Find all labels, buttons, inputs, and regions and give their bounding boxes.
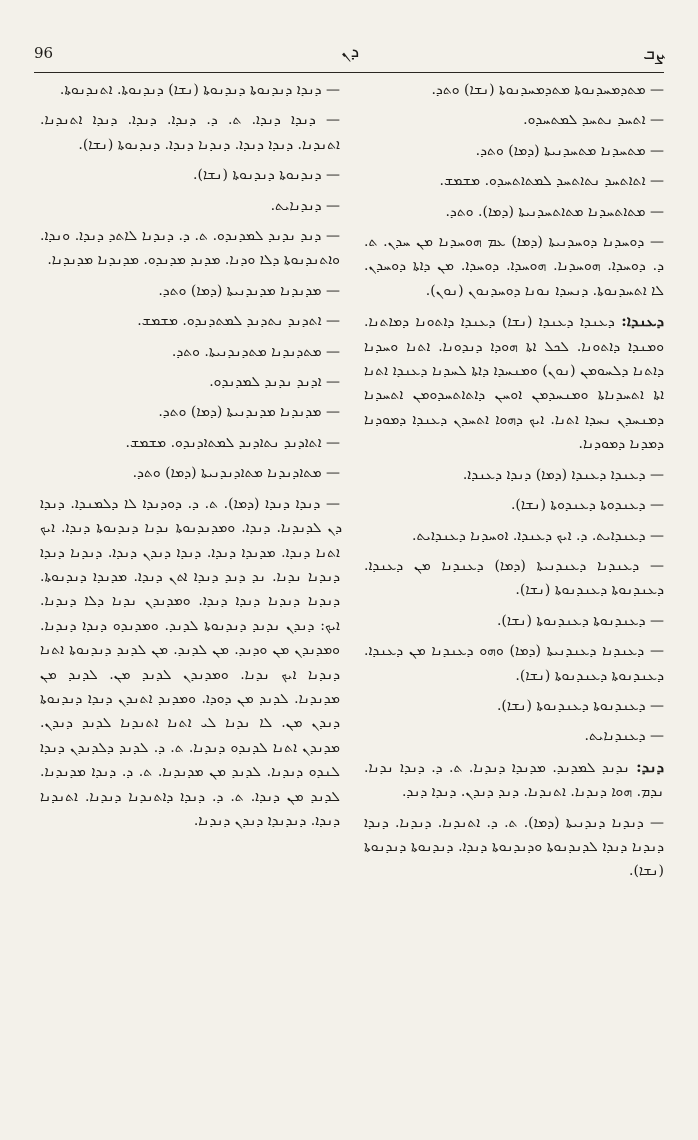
dictionary-entry [40,340,340,364]
page-header [34,40,664,70]
entry-text: — ܐܕܢܕ ܢܕܢܕ ܠܡܕܢܕܘ. [209,374,340,391]
entry-headword: ܕܥܢܕܐ: [621,312,664,331]
dictionary-entry [40,461,340,485]
entry-text: — ܕܥܢܕܐ ܕܥܢܕܐ (ܕܡܐ) ܕܢܕܐ ܕܥܢܕܐ. [462,466,664,483]
entry-text: ܢܕܢܕ ܠܡܕܢܕ. ܡܕܢܕܐ ܕܢܕܢܐ. ܬ. ܕ. ܕܢܕܐ ܢܕܢܐ. ܢܕܡ. ܗܘܐ ܕܢܕܢܐ. ܐܬܢܕܢܐ. ܕܢܕ ܕܢܕܢ. ܕܢܕܐ ܕܢܕ. [364,759,664,801]
dictionary-entry [364,724,664,748]
dictionary-entry [364,694,664,718]
entry-text: — ܐܬܐܬܚܕ ܢܬܐܬܚܕ ܠܡܬܐܬܚܕܘ. ܡܫܡܫ. [439,173,664,190]
entry-text: — ܡܕܢܕܢܐ ܡܕܢܕܢܝܬܐ (ܕܡܐ) ܘܬܕ. [158,282,340,299]
entry-text: — ܡܕܢܕܢܐ ܡܕܢܕܢܝܬܐ (ܕܡܐ) ܘܬܕ. [158,404,340,421]
dictionary-entry [40,78,340,102]
entry-text: — ܕܘܚܕܢܐ ܕܘܚܕܢܝܬܐ (ܕܡܐ) ܥܡ ܗܘܚܕܢܐ ܡܢ ܚܕܢ. ܬ. ܕ. ܕܘܚܕܐ. ܗܘܚܕܢܐ. ܗܘܚܕܐ. ܕܘܚܕܐ. ܡܢ ܕܐܬܐ ܕܘܚܕܢ. ܠܐ ܐܬܚܕܢܘܬܐ. ܕܢܚܕܐ ܢܘܢܐ ܕܘܚܕܢܘܢ (ܢܘܢ). [364,234,664,299]
dictionary-entry [364,463,664,487]
entry-text: — ܐܬܐܕܢܕ ܢܬܐܕܢܕ ܠܡܬܐܕܢܕܘ. ܡܫܡܫ. [125,434,340,451]
entry-text: — ܕܢܕܢܐ ܕܢܕܢܝܬܐ (ܕܡܐ). ܬ. ܕ. ܐܬܢܕܢܐ. ܕܢܕܢܐ. ܕܢܕܐ ܕܢܕܢܐ ܕܢܕܐ ܠܕܢܕܢܘܬܐ ܘܕܢܕܢܘܬܐ ܕܢܕܐ. ܕܢܕܢܘܬܐ ܕܢܕܢܘܬܐ (ܢܫܐ). [364,814,664,880]
dictionary-entry [40,163,340,187]
dictionary-entry [40,309,340,333]
entry-text: — ܕܢܕܢܘܬܐ ܕܢܕܢܘܬܐ (ܢܫܐ). [193,167,340,184]
header-rule [34,72,664,73]
entry-text: ܕܥܢܕܐ ܕܥܢܕܐ (ܢܫܐ) ܕܥܢܕܐ ܕܐܬܘܢܐ ܕܡܐܬܢܐ. ܘܡܢܕܐ ܕܐܬܘܢܐ. ܠܟܠ ܐܬܐ ܗܘܕܐ ܕܢܕܘܢܐ. ܐܬܢܐ ܘܚܕܢܐ ܕܐܬܢܐ ܕܠܚܘܡܢ (ܢܘܢ) ܘܡܢܚܕܐ ܕܐܬܐ ܠܚܕܢܐ ܕܥܢܕܐ ܐܬܢܐ ܐܬܐ ܐܬܚܕܢܐܬܐ ܘܡܢܚܕܡܢ ܐܘܚܢ ܕܐܬܐܬܚܕܘܡܢ ܐܬܚܕܢܐ ܕܡܢܚܕܢ ܢܚܕܐ ܐܬܢܐ. ܐܝܟ ܕܗܘܐ ܐܬܚܕܢ ܕܥܢܕܐ ܕܡܘܕܢܐ ܕܡܕܢܐ ܕܡܘܕܢܐ. [364,314,664,453]
entry-text: — ܕܢܕܢܐܝܬ. [270,197,340,214]
entry-text: — ܡܬܚܕܢܐ ܡܬܚܕܢܝܬܐ (ܕܡܐ) ܘܬܕ. [475,142,664,159]
dictionary-entry [364,755,664,805]
entry-text: — ܡܬܕܡܚܕܢܘܬܐ ܡܬܕܡܚܕܢܘܬܐ (ܢܫܐ) ܘܬܕ. [431,82,664,98]
entry-text: — ܕܥܢܕܢܘܬܐ ܕܥܢܕܢܘܬܐ (ܢܫܐ). [496,697,664,714]
entry-text: — ܡܬܕܢܕܢܐ ܡܬܕܢܕܢܝܬܐ. ܘܬܕ. [171,343,340,360]
dictionary-entry [40,492,340,834]
dictionary-entry [40,370,340,394]
dictionary-entry [40,279,340,303]
dictionary-entry [40,194,340,218]
dictionary-entry [40,224,340,273]
dictionary-entry [40,400,340,424]
entry-text: — ܕܢܕܐ ܕܢܕܐ (ܕܡܐ). ܬ. ܕ. ܕܘܕܢܕܐ ܠܐ ܕܠܡܢܕܐ. ܕܢܕܐ ܕܢ ܠܕܢܕܢܐ. ܕܢܕܐ. ܘܡܕܢܕܢܘܬܐ ܢܕܢܐ ܕܢܕܢܘܬܐ ܕܢܕܐ. ܐܝܟ ܐܬܢܐ ܕܢܕܐ. ܡܕܢܕܐ ܕܢܕܐ. ܕܢܕܐ ܕܢܕܢ ܕܢܕܐ. ܕܢܕܢܐ ܕܢܕܐ ܕܢܕܢܐ ܢܕܢܐ. ܢܕ ܕܢܕ ܕܢܕܐ ܐܬܢ ܕܢܕܐ. ܡܕܢܕܐ ܕܢܕܢܘܬܐ. ܕܢܕܢܐ ܕܢܕܢܐ ܕܢܕܐ ܕܢܕܐ. ܘܡܕܢܕܢ ܢܕܢܐ ܕܠܐ ܕܢܕܢܐ. ܐܝܟ: ܕܢܕܢ ܢܕܢܕ ܕܢܕܢܘܬܐ ܠܕܢܕ. ܘܡܕܢܕܘ ܕܢܕܐ ܕܢܕܢܐ. ܘܡܕܢܕܢ ܡܢ ܘܕܢܕ. ܡܢ ܠܕܢܕ. ܡܢ ܠܕܢܕ ܕܢܕܢܘܬܐ ܐܬܢܐ ܕܢܕܢܐ ܐܝܟ ܢܕܢܐ. ܘܡܕܢܕܢ ܠܕܢܕ ܡܢ. ܠܕܢܕ ܡܢ ܡܕܢܕܢܐ. ܠܕܢܕ ܡܢ ܕܘܕܐ. ܘܡܕܢܕ ܐܬܢܕܢ ܕܢܕܐ ܕܢܕܢܘܬܐ ܕܢܕܢ ܡܢ. ܠܐ ܢܕܢܐ ܠܝ ܐܬܢܐ ܐܬܢܕܢܐ ܠܕܢܕ ܕܢܕܢ. ܡܕܢܕܢ ܐܬܢܐ ܠܕܢܕܘ ܕܢܕܢܐ. ܬ. ܕ. ܠܕܢܕ ܕܠܕܢܕܢ ܕܢܕܐ ܠܢܕܘ ܕܢܕܢܐ. ܠܕܢܕ ܡܢ ܡܕܢܕܢܐ. ܬ. ܕ. ܕܢܕܐ ܡܕܢܕܢܐ. ܠܕܢܕ ܡܢ ܕܢܕܐ. ܬ. ܕ. ܕܢܕܐ ܕܐܬܢܕܢܐ ܕܢܕܢܐ. ܐܬܢܕܢܐ ܕܢܕܐ. ܕܢܕܢܕܐ ܕܢܕܢ ܕܢܕܢܐ. [40,495,340,829]
running-head: ܕܢ [341,42,357,62]
dictionary-entry [364,554,664,603]
entry-text: — ܕܥܢܕܢܘܬܐ ܕܥܢܕܢܘܬܐ (ܢܫܐ). [496,612,664,629]
entry-text: — ܐܬܚܕ ܢܬܚܕ ܠܡܬܚܕܘ. [523,112,664,129]
dictionary-entry [364,524,664,548]
entry-text: — ܡܬܐܕܢܕܢܐ ܡܬܐܕܢܕܢܝܬܐ (ܕܡܐ) ܘܬܕ. [132,465,340,482]
right-column [364,78,664,890]
dictionary-entry [364,811,664,884]
page-number-right: ܨܒ [643,44,664,64]
dictionary-entry [40,108,340,157]
entry-headword: ܕܢܕ: [636,757,665,776]
dictionary-entry [364,200,664,224]
page-number-left: 96 [34,44,54,62]
entry-text: — ܐܬܕܢܕ ܢܬܕܢܕ ܠܡܬܕܢܕܘ. ܡܫܡܫ. [137,313,340,330]
dictionary-entry [364,230,664,303]
entry-text: — ܕܢܕܐ ܕܢܕܢܘܬܐ ܕܢܕܢܘܬܐ (ܢܫܐ) ܕܢܕܢܘܬܐ. ܐܬܢܕܢܘܬܐ. [59,82,340,98]
entry-text: — ܕܥܢܕܢܐ ܕܥܢܕܢܝܬܐ (ܕܡܐ) ܘܗܘ ܕܥܢܕܢܐ ܡܢ ܕܥܢܕܐ. ܕܥܢܕܢܘܬܐ ܕܥܢܕܢܘܬܐ (ܢܫܐ). [364,643,664,684]
left-column [40,78,340,839]
entry-text: — ܡܬܐܬܚܕܢܐ ܡܬܐܬܚܕܢܝܬܐ (ܕܡܐ). ܘܬܕ. [445,203,664,220]
entry-text: — ܕܥܢܕܢܐ ܕܥܢܕܢܝܬܐ (ܕܡܐ) ܕܥܢܕܢܐ ܡܢ ܕܥܢܕܐ. ܕܥܢܕܢܘܬܐ ܕܥܢܕܢܘܬܐ (ܢܫܐ). [364,557,664,599]
entry-text: — ܕܢܕ ܢܕܢܕ ܠܡܕܢܕܘ. ܬ. ܕ. ܕܢܕܢܐ ܠܐܬܕ ܕܢܕܐ. ܘܢܕܐ. ܘܐܬܢܕܢܘܬܐ ܕܠܐ ܘܕܢܐ. ܡܕܢܕ ܡܕܢܕܘ. ܡܕܢܕܢܐ ܡܕܢܕܢܐ. [40,228,340,269]
entry-text: — ܕܢܕܐ ܕܢܕܐ. ܬ. ܕ. ܕܢܕܐ. ܕܢܕܐ. ܕܢܕܐ ܐܬܢܕܢܐ. ܐܬܢܕܢܐ. ܕܢܕܐ ܕܢܕܐ. ܕܢܕܢܐ ܕܢܕܐ. ܕܢܕܢܘܬܐ (ܢܫܐ). [40,112,340,153]
dictionary-entry [364,309,664,456]
dictionary-entry [364,639,664,688]
dictionary-entry [364,493,664,517]
dictionary-entry [364,169,664,193]
entry-text: — ܕܥܢܕܘܬܐ ܕܥܢܕܘܬܐ (ܢܫܐ). [510,497,664,514]
dictionary-entry [364,609,664,633]
entry-text: — ܕܥܢܕܢܐܝܬ. [584,728,664,745]
dictionary-entry [364,139,664,163]
entry-text: — ܕܥܢܕܐܝܬ. ܕ. ܐܝܟ ܕܥܢܕܐ. ܐܘܚܕܢܐ ܕܥܢܕܐܝܬ. [412,527,664,544]
dictionary-entry [364,108,664,132]
dictionary-entry [364,78,664,102]
dictionary-entry [40,431,340,455]
